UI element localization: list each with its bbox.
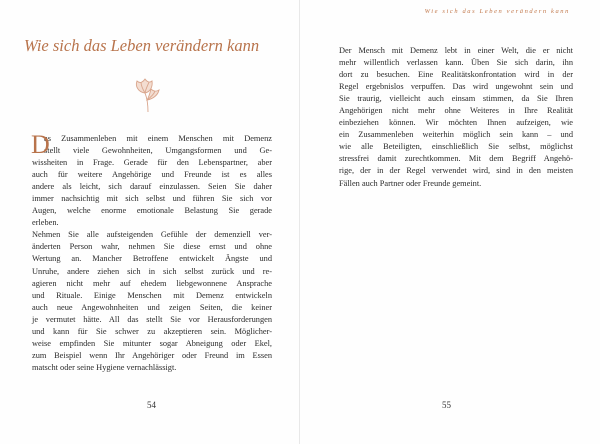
page-number: 54 [147, 400, 156, 410]
running-head: Wie sich das Leben verändern kann [424, 8, 570, 15]
right-body-text [339, 45, 573, 190]
text-line: Regel ergebnislos verpuffen. Das wird ungewohnt sein und [339, 82, 573, 92]
text-line: je vermutet hätte. All das stellt Sie vor Herausforderungen [32, 314, 272, 324]
text-line: mehr willentlich verlassen kann. Üben Sie sich darin, ihn [339, 58, 573, 68]
text-line: Fällen auch Partner oder Freunde gemeint. [339, 178, 482, 188]
text-line: weise empfinden Sie mitunter sogar Abneigung oder Ekel, [32, 338, 272, 348]
text-line: dort zu besuchen. Eine Realitätskonfrontation wird in der [339, 70, 573, 80]
text-line: ein Zusammenleben weiterhin möglich sein kann – und [339, 130, 573, 140]
ginkgo-leaf-icon [128, 76, 168, 116]
text-line: stellt viele Gewohnheiten, Umgangsformen und Ge- [44, 146, 272, 156]
text-line: wie alle Beteiligten, einschließlich Sie selbst, möglichst [339, 142, 573, 152]
drop-cap: D [31, 130, 50, 159]
left-body-text [31, 130, 272, 374]
text-line: Unruhe, andere ziehen sich in sich selbst zurück und re- [32, 266, 272, 276]
text-line: wissheiten in Frage. Gerade für den Lebenspartner, aber [32, 158, 272, 168]
text-line: auch für weitere Angehörige und Freunde ist es alles [32, 170, 272, 180]
text-line: Sie traurig, vielleicht auch einsam stimmen, da Sie Ihren [339, 94, 573, 104]
text-line: andere als leicht, sich darauf einzulassen. Seien Sie daher [32, 182, 272, 192]
text-line: matscht oder seine Hygiene vernachlässigt. [32, 362, 177, 372]
text-line: zum Beispiel wenn Ihr Angehöriger oder Freund im Essen [32, 350, 272, 360]
text-line: rige, der in der Regel verwendet wird, sind in den meisten [339, 166, 573, 176]
text-line: Nehmen Sie alle aufsteigenden Gefühle der demenziell ver- [32, 230, 272, 240]
text-line: Augen, welche enorme emotionale Belastung Sie gerade [32, 206, 272, 216]
text-line: Angehörigen nicht mehr ohne Weiteres in Ihre Realität [339, 106, 573, 116]
text-line: erleben. [32, 218, 59, 228]
text-line: und kann für Sie schwer zu akzeptieren sein. Möglicher- [32, 326, 272, 336]
text-line: Wertung an. Mancher Betroffene entwickelt Ängste und [32, 254, 272, 264]
text-line: immer nachsichtig mit sich selbst und führen Sie sich vor [32, 194, 272, 204]
text-line: auch neue Angewohnheiten und zeigen Seiten, die keiner [32, 302, 272, 312]
text-line: stressfrei damit zurechtkommen. Mit dem Begriff Angehö- [339, 154, 573, 164]
text-line: agieren nicht mehr auf ehedem liebgewonnene Ansprache [32, 278, 272, 288]
page-number: 55 [442, 400, 451, 410]
text-line: as Zusammenleben mit einem Menschen mit Demenz [44, 134, 272, 143]
text-line: einbeziehen können. Wir möchten Ihnen aufzeigen, wie [339, 118, 573, 128]
text-line: und Rituale. Einige Menschen mit Demenz entwickeln [32, 290, 272, 300]
text-line: Der Mensch mit Demenz lebt in einer Welt, die er nicht [339, 46, 573, 55]
chapter-title: Wie sich das Leben verändern kann [24, 36, 260, 55]
text-line: änderten Person wahr, nehmen Sie diese ernst und ohne [32, 242, 272, 252]
